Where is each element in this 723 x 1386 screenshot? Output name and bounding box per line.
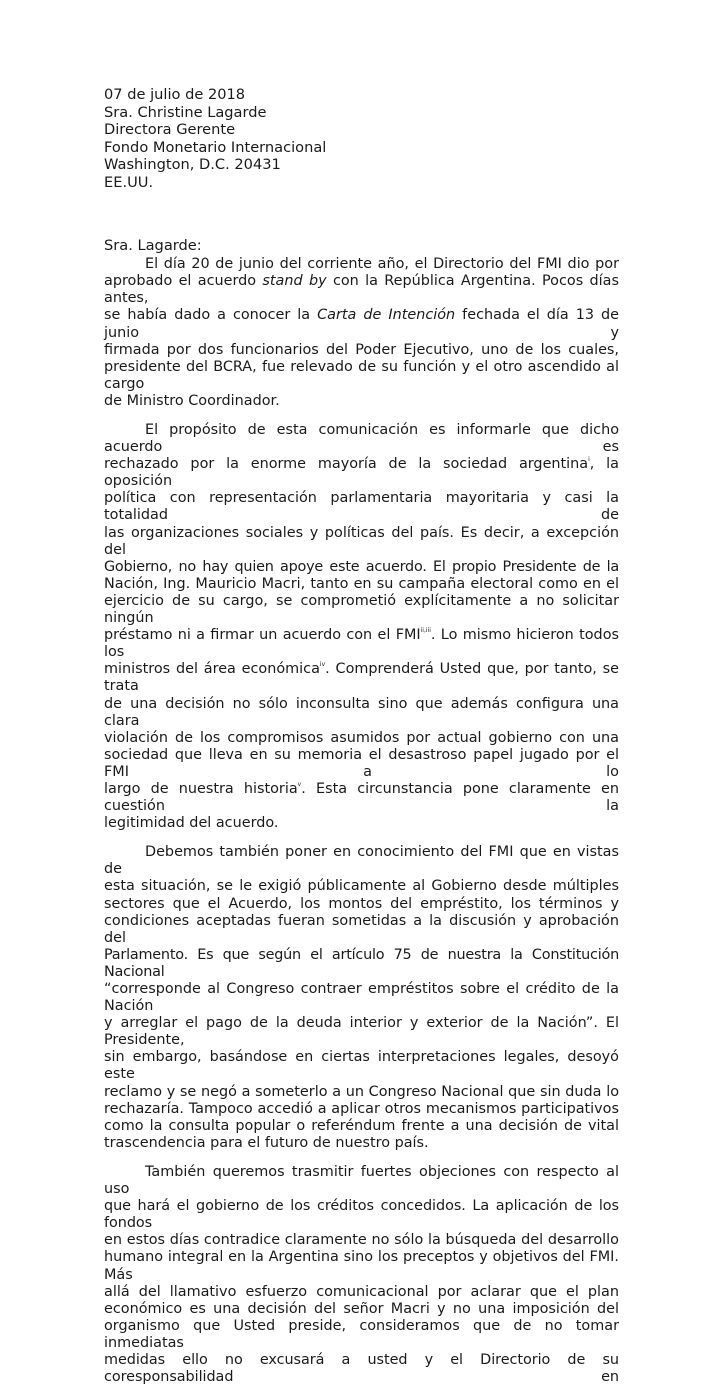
- paragraph-line: rechazado por la enorme mayoría de la sociedad argentina$^i$, la oposición: [104, 456, 620, 490]
- paragraph-line: Debemos también poner en conocimiento del FMI que en vistas de: [104, 844, 619, 878]
- paragraph-line: “corresponde al Congreso contraer empréstitos sobre el crédito de la Nación: [104, 981, 619, 1015]
- footnote-marker: v: [297, 780, 302, 788]
- paragraph-line: esta situación, se le exigió públicamente al Gobierno desde múltiples: [104, 878, 619, 895]
- paragraph-line: largo de nuestra historia$^v$. Esta circunstancia pone claramente en cuestión la: [104, 780, 619, 815]
- body-paragraph: [104, 1164, 619, 1386]
- recipient-organization: Fondo Monetario Internacional: [104, 138, 327, 156]
- address-block: [104, 86, 619, 192]
- paragraph-line: política con representación parlamentaria mayoritaria y casi la totalidad de: [104, 490, 619, 524]
- paragraph-line: humano integral en la Argentina sino los preceptos y objetivos del FMI. Más: [104, 1249, 619, 1283]
- paragraph-line: El día 20 de junio del corriente año, el Directorio del FMI dio por: [145, 256, 619, 273]
- paragraph-line: de Ministro Coordinador.: [104, 392, 280, 409]
- footnote-marker: ii,iii: [420, 627, 431, 635]
- paragraph-line: allá del llamativo esfuerzo comunicacional por aclarar que el plan: [104, 1283, 619, 1300]
- paragraph-line: se había dado a conocer la Carta de Intención fechada el día 13 de junio y: [104, 307, 620, 341]
- italic-term: stand by: [262, 273, 327, 290]
- body-paragraph: [104, 844, 619, 1152]
- paragraph-line: violación de los compromisos asumidos por actual gobierno con una: [104, 729, 619, 746]
- paragraph-line: También queremos trasmitir fuertes objeciones con respecto al uso: [104, 1163, 619, 1198]
- paragraph-line: organismo que Usted preside, consideramos que de no tomar inmediatas: [104, 1317, 619, 1351]
- paragraph-line: sin embargo, basándose en ciertas interpretaciones legales, desoyó este: [104, 1049, 619, 1083]
- footnote-marker: i: [588, 456, 590, 464]
- paragraph-line: de una decisión no sólo inconsulta sino que además configura una clara: [104, 695, 619, 729]
- paragraph-line: como la consulta popular o referéndum frente a una decisión de vital: [104, 1117, 619, 1134]
- letter-date: 07 de julio de 2018: [104, 86, 246, 103]
- paragraph-line: y arreglar el pago de la deuda interior y exterior de la Nación”. El Presidente,: [104, 1015, 619, 1049]
- letter-body: [104, 256, 619, 1386]
- recipient-city: Washington, D.C. 20431: [104, 156, 281, 174]
- paragraph-line: medidas ello no excusará a usted y el Directorio de su coresponsabilidad en: [104, 1351, 619, 1386]
- paragraph-line: Nación, Ing. Mauricio Macri, tanto en su campaña electoral como en el: [104, 575, 619, 592]
- paragraph-line: firmada por dos funcionarios del Poder Ejecutivo, uno de los cuales,: [104, 341, 619, 358]
- paragraph-line: aprobado el acuerdo stand by con la República Argentina. Pocos días antes,: [104, 273, 619, 307]
- paragraph-line: económico es una decisión del señor Macri y no una imposición del: [104, 1300, 619, 1317]
- paragraph-line: trascendencia para el futuro de nuestro país.: [104, 1134, 429, 1151]
- paragraph-line: El propósito de esta comunicación es informarle que dicho acuerdo es: [104, 422, 619, 456]
- paragraph-line: ministros del área económica$^{iv}$. Comprenderá Usted que, por tanto, se trata: [104, 661, 619, 695]
- paragraph-line: préstamo ni a firmar un acuerdo con el $FMI^{ii,iii}$. Lo mismo hicieron todos los: [104, 627, 619, 661]
- paragraph-line: ejercicio de su cargo, se comprometió explícitamente a no solicitar ningún: [104, 592, 619, 627]
- footnote-marker: iv: [319, 661, 326, 669]
- paragraph-line: en estos días contradice claramente no sólo la búsqueda del desarrollo: [104, 1232, 619, 1249]
- paragraph-line: condiciones aceptadas fueran sometidas a la discusión y aprobación del: [104, 912, 619, 946]
- salutation: Sra. Lagarde:: [104, 236, 202, 254]
- italic-term: Carta de Intención: [317, 307, 456, 324]
- paragraph-line: las organizaciones sociales y políticas del país. Es decir, a excepción del: [104, 524, 619, 558]
- paragraph-line: rechazaría. Tampoco accedió a aplicar otros mecanismos participativos: [104, 1100, 619, 1117]
- paragraph-line: sectores que el Acuerdo, los montos del empréstito, los términos y: [104, 895, 619, 912]
- paragraph-line: reclamo y se negó a someterlo a un Congreso Nacional que sin duda lo: [104, 1083, 619, 1100]
- recipient-name: Sra. Christine Lagarde: [104, 103, 267, 121]
- recipient-country: EE.UU.: [104, 173, 154, 191]
- paragraph-line: presidente del BCRA, fue relevado de su función y el otro ascendido al cargo: [104, 358, 619, 392]
- recipient-title: Directora Gerente: [104, 121, 236, 139]
- paragraph-line: legitimidad del acuerdo.: [104, 815, 279, 832]
- paragraph-line: Parlamento. Es que según el artículo 75 de nuestra la Constitución Nacional: [104, 946, 619, 980]
- paragraph-line: sociedad que lleva en su memoria el desastroso papel jugado por el FMI a lo: [104, 746, 619, 780]
- body-paragraph: [104, 256, 619, 410]
- body-paragraph: [104, 422, 619, 832]
- paragraph-line: que hará el gobierno de los créditos concedidos. La aplicación de los fondos: [104, 1198, 619, 1232]
- paragraph-line: Gobierno, no hay quien apoye este acuerdo. El propio Presidente de la: [104, 558, 619, 575]
